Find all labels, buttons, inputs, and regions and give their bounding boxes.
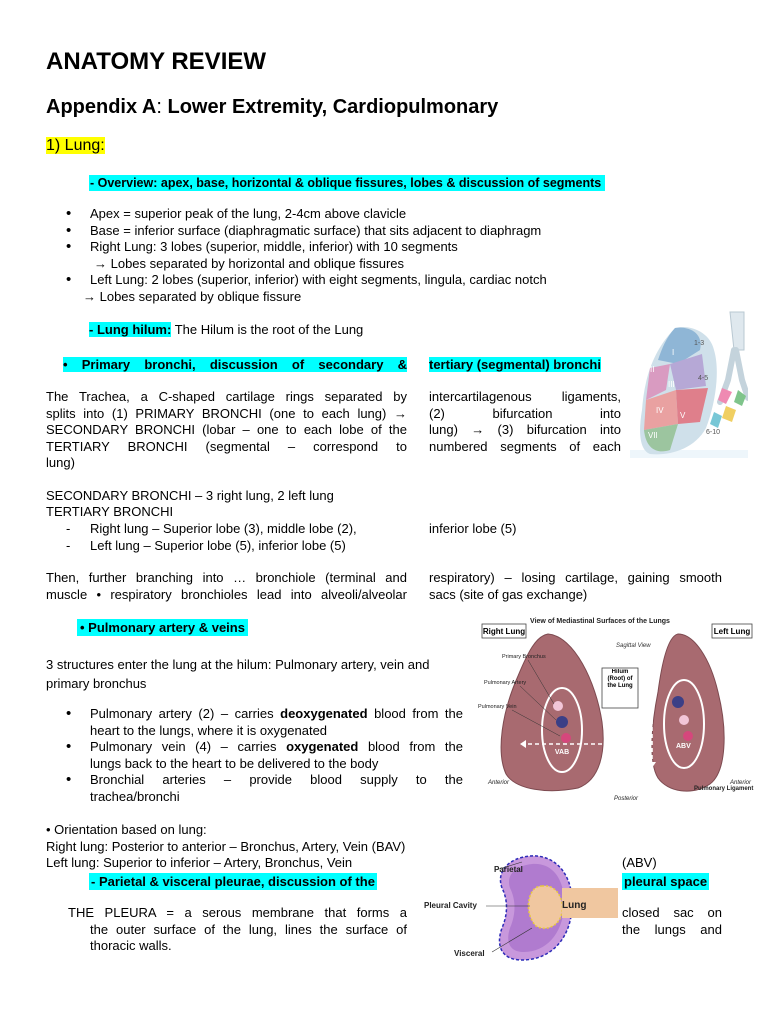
bullet-text: trachea/bronchi	[90, 788, 180, 804]
pulmonary-vein-label: Pulmonary Vein	[478, 704, 517, 710]
bullet-text: lungs back to the heart to be delivered to the body	[90, 755, 379, 771]
lung-label: Lung	[562, 900, 587, 911]
figure-title: View of Mediastinal Surfaces of the Lungs	[530, 618, 670, 625]
three-structures-paragraph	[46, 655, 446, 693]
pleura-heading-right	[622, 874, 709, 891]
text-line: primary bronchus	[46, 676, 147, 691]
text-line: intercartilagenous ligaments,	[429, 389, 621, 404]
visceral-label: Visceral	[454, 949, 485, 958]
text-line: SECONDARY BRONCHI (lobar – one to each lobe of the	[46, 422, 407, 437]
bullet-text: Pulmonary artery (2) – carries	[90, 706, 281, 721]
text-line: THE PLEURA = a serous membrane that forms a	[68, 905, 407, 920]
segment-label: I	[672, 348, 675, 357]
bullet-item: • Base = inferior surface (diaphragmatic surface) that sits adjacent to diaphragm	[46, 223, 726, 240]
pulmonary-bullets	[46, 706, 463, 805]
primary-bronchi-heading-right	[429, 357, 601, 374]
parietal-label: Parietal	[494, 865, 523, 874]
abv-text: (ABV)	[622, 855, 657, 870]
dash-item: - Left lung – Superior lobe (5), inferior lobe (5)	[66, 537, 346, 553]
pulmonary-artery-label: Pulmonary Artery	[484, 680, 527, 686]
bullet-text: blood from the	[358, 739, 464, 754]
text-line: sacs (site of gas exchange)	[429, 586, 588, 602]
text-line: numbered segments of each	[429, 438, 621, 454]
bullet-item: • Left Lung: 2 lobes (superior, inferior) with eight segments, lingula, cardiac notch	[46, 272, 726, 289]
bullet-item	[46, 739, 463, 772]
primary-bronchi-heading-right-text: tertiary (segmental) bronchi	[429, 357, 601, 372]
text-line: lung) → (3) bifurcation into	[429, 422, 621, 437]
segment-label: VII	[648, 431, 658, 440]
tertiary-right-text: inferior lobe (5)	[429, 521, 517, 536]
section-label: 1) Lung:	[46, 137, 105, 154]
text-line: Then, further branching into … bronchiole (terminal and	[46, 570, 407, 585]
text-line: thoracic walls.	[90, 938, 172, 953]
text-line: closed sac on	[622, 905, 722, 920]
bullet-item	[46, 706, 463, 739]
pulmonary-ligament-label: Pulmonary Ligament	[694, 786, 754, 792]
pleura-paragraph-left	[68, 905, 407, 955]
text-line: muscle • respiratory bronchioles lead into alveoli/alveolar	[46, 586, 407, 602]
bullet-text: blood from the	[367, 706, 463, 721]
posterior-label: Posterior	[614, 796, 639, 802]
left-lung-label: Left Lung	[713, 627, 751, 636]
bullet-bold-text: oxygenated	[286, 739, 359, 754]
tertiary-bronchi-line: TERTIARY BRONCHI	[46, 504, 174, 519]
bullet-bold-text: deoxygenated	[280, 706, 368, 721]
text-line: splits into (1) PRIMARY BRONCHI (one to each lung) →	[46, 405, 407, 421]
segment-label: II	[650, 365, 655, 374]
hilum-text: The Hilum is the root of the Lung	[171, 322, 364, 337]
text-line: (2) bifurcation into	[429, 405, 621, 421]
overview-heading	[89, 175, 605, 192]
primary-bronchi-heading-left	[63, 357, 407, 374]
bullet-item	[46, 772, 463, 805]
segment-range-label: 4-5	[698, 375, 709, 382]
overview-heading-text: - Overview: apex, base, horizontal & oblique fissures, lobes & discussion of segments	[89, 175, 605, 191]
bullet-text: Bronchial arteries – provide blood supply to the	[90, 772, 463, 787]
text-line: TERTIARY BRONCHI (segmental – correspond to	[46, 438, 407, 454]
text-line: The Trachea, a C-shaped cartilage rings separated by	[46, 389, 407, 404]
text-line: Left lung: Superior to inferior – Artery, Bronchus, Vein	[46, 855, 353, 870]
dash-item-text: Left lung – Superior lobe (5), inferior lobe (5)	[90, 537, 346, 553]
bullet-item: • Right Lung: 3 lobes (superior, middle, inferior) with 10 segments	[46, 239, 726, 256]
pulmonary-heading-text: • Pulmonary artery & veins	[77, 619, 248, 636]
text-line: the lungs and	[622, 921, 722, 937]
pleura-heading-right-text: pleural space	[624, 874, 708, 889]
pleura-heading-left	[89, 874, 377, 891]
anterior-label: Anterior	[488, 780, 510, 786]
pleural-cavity-label: Pleural Cavity	[424, 901, 477, 910]
overview-bullets	[46, 206, 726, 305]
text-line: Right lung: Posterior to anterior – Bronchus, Artery, Vein (BAV)	[46, 838, 406, 854]
hilum-label: - Lung hilum:	[89, 322, 172, 337]
orientation-block	[46, 822, 405, 872]
right-lung-label: Right Lung	[482, 627, 526, 636]
text-line: 3 structures enter the lung at the hilum: Pulmonary artery, vein and	[46, 657, 430, 672]
arrow-line: → Lobes separated by horizontal and oblique fissures	[94, 255, 405, 271]
vab-label: VAB	[554, 749, 570, 756]
mediastinal-surfaces-figure	[478, 612, 754, 802]
document-title: ANATOMY REVIEW	[46, 48, 267, 75]
pulmonary-heading	[77, 620, 248, 637]
pleura-figure	[422, 848, 618, 964]
primary-bronchus-label: Primary Bronchus	[502, 654, 546, 660]
text-line: the outer surface of the lung, lines the surface of	[90, 921, 407, 937]
primary-bronchi-heading-text: • Primary bronchi, discussion of secondary &	[63, 357, 407, 372]
segment-label: IV	[656, 406, 664, 415]
lung-segments-figure	[630, 310, 748, 458]
subtitle-rest: Lower Extremity, Cardiopulmonary	[161, 96, 499, 118]
subtitle-prefix: Appendix A	[46, 96, 157, 118]
bullet-item: • Apex = superior peak of the lung, 2-4cm above clavicle	[46, 206, 726, 223]
dash-item-text: Right lung – Superior lobe (3), middle lobe (2),	[90, 521, 357, 536]
hilum-line	[89, 322, 363, 339]
branching-paragraph-right	[429, 570, 722, 603]
tertiary-list	[46, 521, 407, 554]
secondary-bronchi-line: SECONDARY BRONCHI – 3 right lung, 2 left lung	[46, 488, 334, 503]
bullet-text: heart to the lungs, where it is oxygenated	[90, 722, 328, 738]
hilum-figure-label: Hilum (Root) of the Lung	[607, 669, 633, 689]
trachea-paragraph-left	[46, 389, 407, 472]
section-heading-lung	[46, 136, 105, 155]
segment-range-label: 1-3	[694, 340, 705, 347]
document-subtitle	[46, 95, 498, 119]
anterior-label: Anterior	[730, 780, 752, 786]
text-line: • Orientation based on lung:	[46, 822, 207, 837]
text-line: lung)	[46, 455, 75, 470]
text-line: respiratory) – losing cartilage, gaining smooth	[429, 570, 722, 585]
subtitle-colon: :	[156, 96, 162, 118]
segment-label: V	[680, 411, 686, 420]
pleura-paragraph-right	[622, 905, 722, 938]
segment-label: III	[668, 380, 675, 389]
abv-label: ABV	[676, 743, 691, 750]
segment-range-label: 6-10	[706, 429, 721, 436]
branching-paragraph-left	[46, 570, 407, 603]
bullet-text: Pulmonary vein (4) – carries	[90, 739, 287, 754]
arrow-line: → Lobes separated by oblique fissure	[83, 288, 302, 304]
sagittal-view-label: Sagittal View	[616, 643, 651, 649]
trachea-paragraph-right	[429, 389, 621, 455]
pleura-heading-text: - Parietal & visceral pleurae, discussion of the	[91, 874, 375, 889]
dash-item: - Right lung – Superior lobe (3), middle lobe (2),	[66, 521, 357, 536]
